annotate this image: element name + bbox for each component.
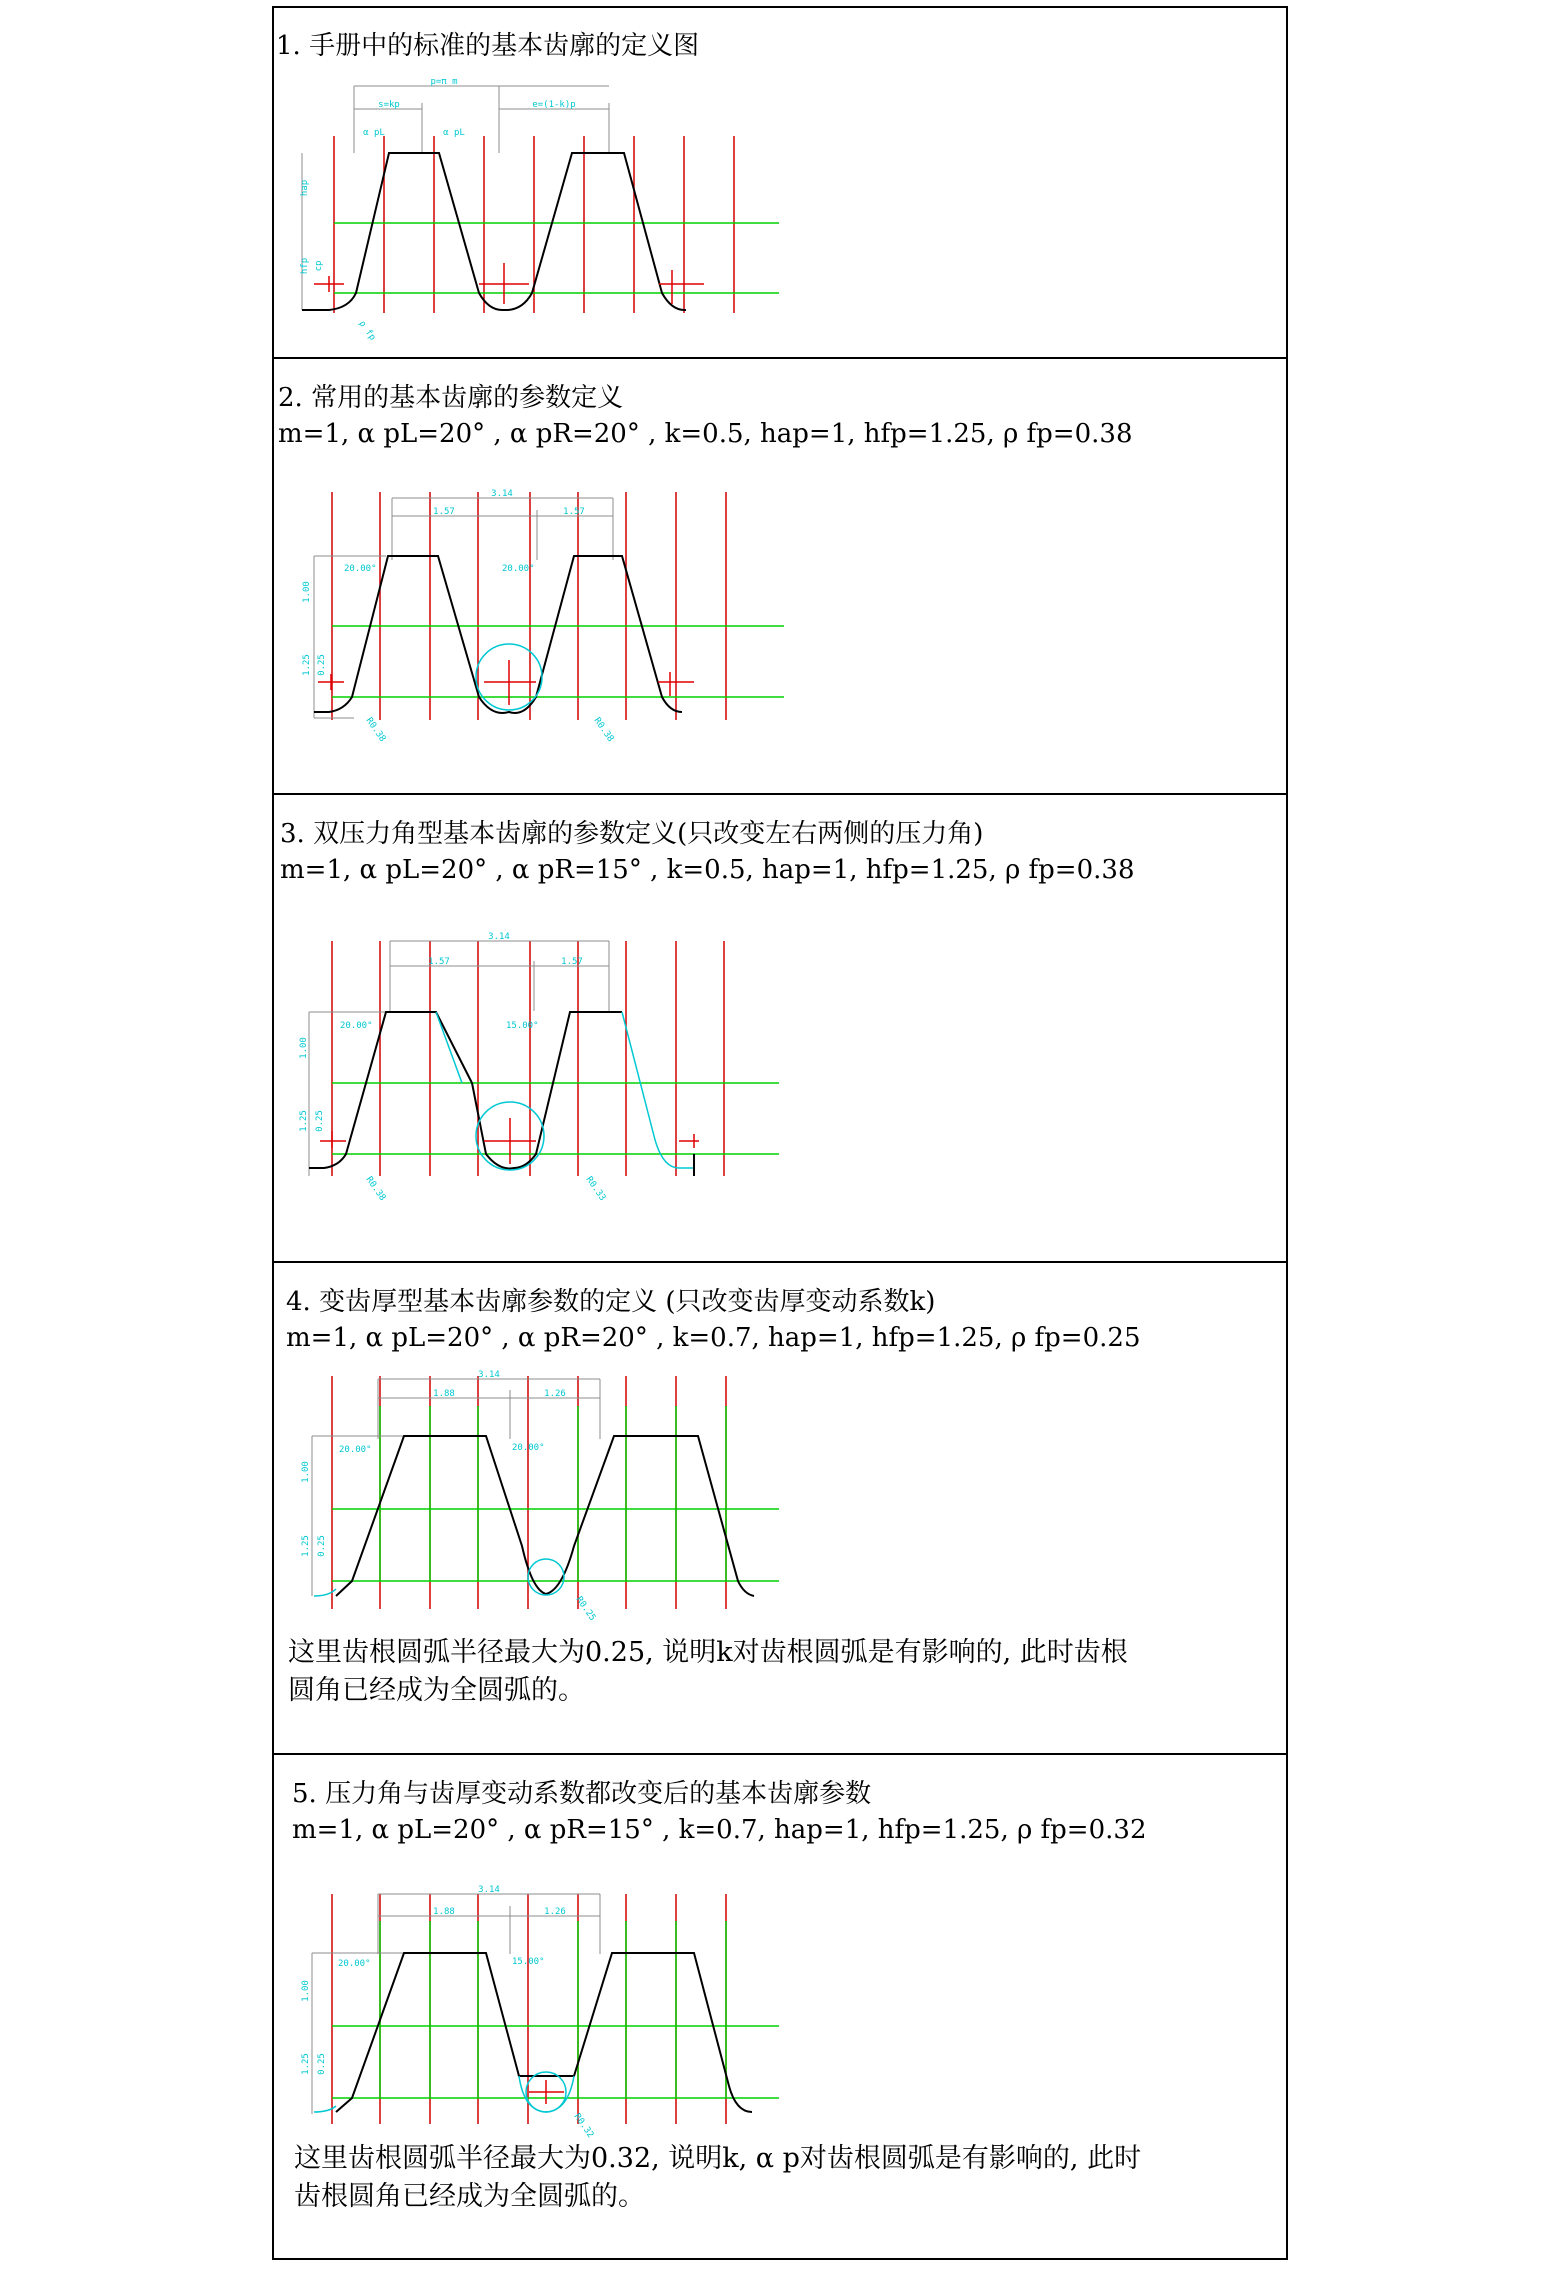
alpha-left-label: α pL: [363, 128, 385, 138]
rho-left-label: R0.38: [363, 1174, 388, 1203]
section-3-profile-diagram: [274, 796, 1286, 1264]
hap-label: 1.00: [299, 1037, 309, 1059]
tooth-profile: [314, 556, 682, 713]
alpha-right-label: 15.00°: [506, 1021, 539, 1031]
alpha-right-label: α pL: [443, 128, 465, 138]
hfp-label: 1.25: [301, 1535, 311, 1557]
alpha-left-label: 20.00°: [339, 1445, 372, 1455]
pitch-label: 3.14: [491, 489, 513, 499]
space-label: 1.57: [561, 957, 583, 967]
cp-label: 0.25: [315, 1110, 325, 1132]
rho-left-label: R0.38: [363, 715, 388, 744]
hfp-label: hfp: [300, 257, 310, 275]
section-4-title: 4. 变齿厚型基本齿廓参数的定义 (只改变齿厚变动系数k): [286, 1287, 936, 1317]
pitch-label: p=π m: [430, 77, 458, 87]
hap-label: 1.00: [301, 1980, 311, 2002]
green-grid-lines: [332, 1406, 779, 1581]
pitch-label: 3.14: [488, 932, 510, 942]
alpha-left-label: 20.00°: [340, 1021, 373, 1031]
section-1-title: 1. 手册中的标准的基本齿廓的定义图: [276, 31, 700, 61]
red-grid-lines: [332, 1894, 726, 2124]
green-reference-lines: [334, 223, 779, 293]
dimension-labels: [302, 489, 615, 744]
tooth-profile: [336, 1953, 752, 2112]
section-5-note-line-2: 齿根圆角已经成为全圆弧的。: [294, 2181, 645, 2212]
fillet-center-marks: [320, 1118, 699, 1164]
cp-label: 0.25: [317, 1535, 327, 1557]
dimension-frame: [314, 498, 613, 718]
cp-label: cp: [314, 260, 324, 272]
space-label: 1.26: [544, 1389, 566, 1399]
alpha-right-label: 20.00°: [502, 564, 535, 574]
thickness-label: s=kp: [378, 100, 400, 110]
cp-label: 0.25: [317, 2053, 327, 2075]
section-2-title: 2. 常用的基本齿廓的参数定义: [278, 383, 624, 413]
hfp-label: 1.25: [299, 1110, 309, 1132]
section-4-note-line-1: 这里齿根圆弧半径最大为0.25, 说明k对齿根圆弧是有影响的, 此时齿根: [288, 1637, 1128, 1668]
space-label: 1.26: [544, 1907, 566, 1917]
section-4: [274, 1264, 1286, 1756]
dimension-labels: [301, 1885, 595, 2140]
dimension-labels: [299, 932, 607, 1203]
dimension-frame: [302, 86, 609, 310]
hap-label: hap: [300, 179, 310, 197]
fillet-center-marks: [529, 2080, 564, 2104]
fillet-center-marks: [318, 660, 694, 705]
section-1-profile-diagram: [274, 8, 1286, 360]
rho-right-label: R0.38: [591, 715, 616, 744]
thickness-label: 1.57: [433, 507, 455, 517]
section-4-note-line-2: 圆角已经成为全圆弧的。: [288, 1675, 585, 1706]
cp-label: 0.25: [317, 654, 327, 676]
tooth-profile-center: [472, 1012, 622, 1168]
rho-right-label: R0.33: [583, 1174, 608, 1203]
section-2-params: m=1, α pL=20° , α pR=20° , k=0.5, hap=1, hfp=1.25, ρ fp=0.38: [278, 419, 1133, 449]
hap-label: 1.00: [302, 581, 312, 603]
hfp-label: 1.25: [301, 2053, 311, 2075]
document-table: [272, 6, 1288, 2260]
fillet-center-marks: [314, 260, 704, 304]
rho-right-label: R0.32: [571, 2111, 596, 2140]
section-4-params: m=1, α pL=20° , α pR=20° , k=0.7, hap=1, hfp=1.25, ρ fp=0.25: [286, 1323, 1141, 1353]
divider: [274, 1753, 1286, 1755]
alpha-right-label: 15.00°: [512, 1957, 545, 1967]
hfp-label: 1.25: [302, 654, 312, 676]
section-5-title: 5. 压力角与齿厚变动系数都改变后的基本齿廓参数: [292, 1779, 872, 1809]
section-5-note-line-1: 这里齿根圆弧半径最大为0.32, 说明k, α p对齿根圆弧是有影响的, 此时: [294, 2143, 1142, 2174]
red-grid-lines: [332, 492, 726, 720]
divider: [274, 357, 1286, 359]
section-3-title: 3. 双压力角型基本齿廓的参数定义(只改变左右两侧的压力角): [280, 819, 984, 849]
section-5-params: m=1, α pL=20° , α pR=15° , k=0.7, hap=1, hfp=1.25, ρ fp=0.32: [292, 1815, 1147, 1845]
alpha-left-label: 20.00°: [344, 564, 377, 574]
thickness-label: 1.88: [433, 1907, 455, 1917]
tooth-profile: [302, 153, 686, 310]
tooth-profile-left: [309, 1012, 472, 1168]
section-3-params: m=1, α pL=20° , α pR=15° , k=0.5, hap=1, hfp=1.25, ρ fp=0.38: [280, 855, 1135, 885]
dimension-frame: [312, 1894, 600, 2114]
rho-right-label: R0.25: [573, 1594, 598, 1623]
divider: [274, 1261, 1286, 1263]
green-reference-lines: [332, 626, 784, 697]
root-fillet-circle: [528, 1559, 564, 1595]
pitch-label: 3.14: [478, 1370, 500, 1380]
section-3: [274, 796, 1286, 1264]
hap-label: 1.00: [301, 1461, 311, 1483]
section-1: [274, 8, 1286, 360]
thickness-label: 1.57: [428, 957, 450, 967]
dimension-labels: [301, 1370, 597, 1623]
pitch-label: 3.14: [478, 1885, 500, 1895]
green-reference-lines: [332, 1083, 779, 1154]
rho-label: ρ fp: [356, 318, 378, 343]
divider: [274, 793, 1286, 795]
thickness-label: 1.88: [433, 1389, 455, 1399]
space-label: e=(1-k)p: [532, 100, 576, 110]
section-2: [274, 360, 1286, 796]
space-label: 1.57: [563, 507, 585, 517]
alpha-left-label: 20.00°: [338, 1959, 371, 1969]
section-2-profile-diagram: [274, 360, 1286, 796]
tooth-profile: [336, 1436, 754, 1596]
alpha-right-label: 20.00°: [512, 1443, 545, 1453]
green-grid-lines: [332, 1921, 779, 2098]
section-5: [274, 1756, 1286, 2260]
